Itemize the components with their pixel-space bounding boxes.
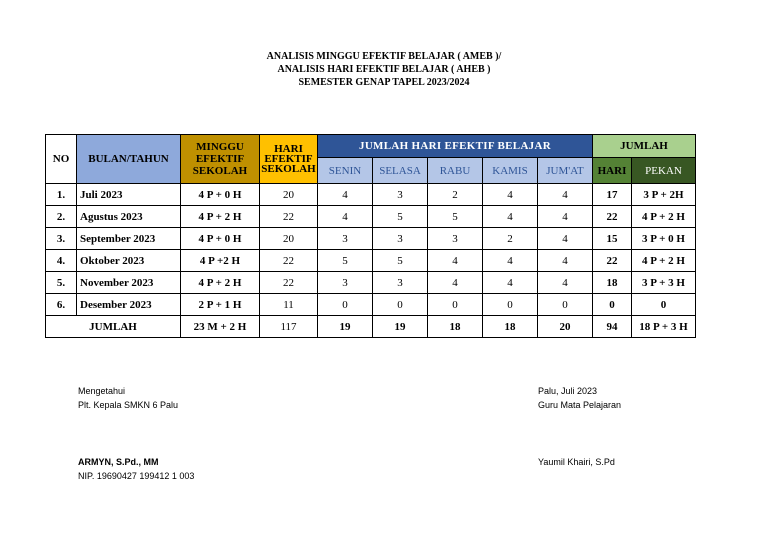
cell-bulan-tahun: November 2023 bbox=[77, 272, 181, 294]
cell-hari-efektif: 22 bbox=[260, 206, 318, 228]
left-line-2: Plt. Kepala SMKN 6 Palu bbox=[78, 400, 179, 410]
cell-hari-efektif: 20 bbox=[260, 228, 318, 250]
cell-kamis: 0 bbox=[483, 294, 538, 316]
cell-selasa: 5 bbox=[373, 206, 428, 228]
effective-days-table bbox=[45, 134, 696, 338]
total-hari: 117 bbox=[260, 316, 318, 338]
cell-hari-efektif: 11 bbox=[260, 294, 318, 316]
cell-jumat: 4 bbox=[538, 250, 593, 272]
cell-rabu: 4 bbox=[428, 250, 483, 272]
cell-jumlah-pekan: 4 P + 2 H bbox=[632, 206, 696, 228]
total-selasa: 19 bbox=[373, 316, 428, 338]
cell-bulan-tahun: Desember 2023 bbox=[77, 294, 181, 316]
header-minggu-line-1: MINGGU bbox=[196, 141, 244, 153]
cell-senin: 0 bbox=[318, 294, 373, 316]
cell-jumlah-pekan: 4 P + 2 H bbox=[632, 250, 696, 272]
cell-bulan-tahun: September 2023 bbox=[77, 228, 181, 250]
header-row-1 bbox=[46, 135, 696, 158]
title-line-3: SEMESTER GENAP TAPEL 2023/2024 bbox=[298, 77, 470, 88]
table-row bbox=[46, 272, 696, 294]
table-row bbox=[46, 206, 696, 228]
header-rabu: RABU bbox=[428, 158, 483, 184]
cell-jumat: 4 bbox=[538, 206, 593, 228]
cell-jumlah-hari: 17 bbox=[593, 184, 632, 206]
total-label: JUMLAH bbox=[46, 316, 181, 338]
cell-minggu-efektif: 4 P + 2 H bbox=[181, 206, 260, 228]
signature-left bbox=[78, 384, 178, 412]
cell-minggu-efektif: 2 P + 1 H bbox=[181, 294, 260, 316]
cell-senin: 3 bbox=[318, 228, 373, 250]
cell-jumat: 0 bbox=[538, 294, 593, 316]
header-minggu-line-2: EFEKTIF bbox=[195, 153, 245, 165]
header-hari-line-2: EFEKTIF bbox=[264, 153, 313, 165]
cell-senin: 5 bbox=[318, 250, 373, 272]
cell-jumlah-hari: 15 bbox=[593, 228, 632, 250]
cell-rabu: 2 bbox=[428, 184, 483, 206]
cell-jumlah-pekan: 3 P + 3 H bbox=[632, 272, 696, 294]
total-jumlah-pekan: 18 P + 3 H bbox=[632, 316, 696, 338]
cell-selasa: 0 bbox=[373, 294, 428, 316]
cell-minggu-efektif: 4 P + 0 H bbox=[181, 228, 260, 250]
left-signer-nip: NIP. 19690427 199412 1 003 bbox=[78, 471, 195, 481]
total-jumat: 20 bbox=[538, 316, 593, 338]
cell-hari-efektif: 20 bbox=[260, 184, 318, 206]
title-line-2: ANALISIS HARI EFEKTIF BELAJAR ( AHEB ) bbox=[277, 64, 491, 75]
header-minggu-line-3: SEKOLAH bbox=[192, 165, 248, 177]
cell-selasa: 3 bbox=[373, 184, 428, 206]
total-senin: 19 bbox=[318, 316, 373, 338]
header-jumlah-pekan: PEKAN bbox=[632, 158, 696, 184]
cell-kamis: 2 bbox=[483, 228, 538, 250]
header-hari-line-1: HARI bbox=[274, 143, 303, 155]
left-line-1: Mengetahui bbox=[78, 386, 126, 396]
signature-right-name-block bbox=[538, 455, 615, 469]
cell-senin: 4 bbox=[318, 184, 373, 206]
cell-jumlah-hari: 22 bbox=[593, 206, 632, 228]
cell-jumlah-pekan: 3 P + 0 H bbox=[632, 228, 696, 250]
header-minggu-efektif-sekolah bbox=[181, 135, 260, 184]
header-hari-efektif-sekolah bbox=[260, 135, 318, 184]
cell-selasa: 3 bbox=[373, 272, 428, 294]
signature-right bbox=[538, 384, 621, 412]
table-row bbox=[46, 294, 696, 316]
header-bulan-tahun: BULAN/TAHUN bbox=[77, 135, 181, 184]
cell-rabu: 0 bbox=[428, 294, 483, 316]
cell-rabu: 4 bbox=[428, 272, 483, 294]
header-jumlah-hari-efektif-belajar: JUMLAH HARI EFEKTIF BELAJAR bbox=[318, 135, 593, 158]
document-title bbox=[0, 50, 768, 89]
cell-bulan-tahun: Oktober 2023 bbox=[77, 250, 181, 272]
table-row bbox=[46, 228, 696, 250]
right-line-2: Guru Mata Pelajaran bbox=[538, 400, 622, 410]
cell-no: 4. bbox=[46, 250, 77, 272]
cell-jumlah-pekan: 3 P + 2H bbox=[632, 184, 696, 206]
cell-jumlah-hari: 0 bbox=[593, 294, 632, 316]
cell-kamis: 4 bbox=[483, 250, 538, 272]
cell-jumat: 4 bbox=[538, 272, 593, 294]
cell-hari-efektif: 22 bbox=[260, 250, 318, 272]
cell-rabu: 3 bbox=[428, 228, 483, 250]
total-jumlah-hari: 94 bbox=[593, 316, 632, 338]
cell-bulan-tahun: Juli 2023 bbox=[77, 184, 181, 206]
header-jumat: JUM'AT bbox=[538, 158, 593, 184]
total-kamis: 18 bbox=[483, 316, 538, 338]
cell-bulan-tahun: Agustus 2023 bbox=[77, 206, 181, 228]
table-row bbox=[46, 250, 696, 272]
total-rabu: 18 bbox=[428, 316, 483, 338]
cell-kamis: 4 bbox=[483, 184, 538, 206]
cell-selasa: 3 bbox=[373, 228, 428, 250]
cell-rabu: 5 bbox=[428, 206, 483, 228]
cell-senin: 4 bbox=[318, 206, 373, 228]
cell-senin: 3 bbox=[318, 272, 373, 294]
cell-no: 1. bbox=[46, 184, 77, 206]
header-no: NO bbox=[46, 135, 77, 184]
right-signer-name: Yaumil Khairi, S.Pd bbox=[538, 457, 615, 467]
header-jumlah: JUMLAH bbox=[593, 135, 696, 158]
cell-jumlah-pekan: 0 bbox=[632, 294, 696, 316]
cell-no: 6. bbox=[46, 294, 77, 316]
cell-no: 2. bbox=[46, 206, 77, 228]
total-row bbox=[46, 316, 696, 338]
right-line-1: Palu, Juli 2023 bbox=[538, 386, 598, 396]
left-signer-name: ARMYN, S.Pd., MM bbox=[78, 457, 159, 467]
cell-jumlah-hari: 18 bbox=[593, 272, 632, 294]
cell-minggu-efektif: 4 P + 2 H bbox=[181, 272, 260, 294]
cell-minggu-efektif: 4 P +2 H bbox=[181, 250, 260, 272]
title-line-1: ANALISIS MINGGU EFEKTIF BELAJAR ( AMEB )/ bbox=[266, 51, 502, 62]
cell-no: 5. bbox=[46, 272, 77, 294]
header-jumlah-hari: HARI bbox=[593, 158, 632, 184]
cell-no: 3. bbox=[46, 228, 77, 250]
cell-jumlah-hari: 22 bbox=[593, 250, 632, 272]
table-row bbox=[46, 184, 696, 206]
cell-jumat: 4 bbox=[538, 228, 593, 250]
cell-minggu-efektif: 4 P + 0 H bbox=[181, 184, 260, 206]
cell-selasa: 5 bbox=[373, 250, 428, 272]
header-kamis: KAMIS bbox=[483, 158, 538, 184]
header-selasa: SELASA bbox=[373, 158, 428, 184]
cell-kamis: 4 bbox=[483, 206, 538, 228]
cell-kamis: 4 bbox=[483, 272, 538, 294]
total-minggu: 23 M + 2 H bbox=[181, 316, 260, 338]
header-hari-line-3: SEKOLAH bbox=[261, 163, 316, 175]
signature-left-name-block bbox=[78, 455, 194, 483]
cell-hari-efektif: 22 bbox=[260, 272, 318, 294]
header-senin: SENIN bbox=[318, 158, 373, 184]
cell-jumat: 4 bbox=[538, 184, 593, 206]
